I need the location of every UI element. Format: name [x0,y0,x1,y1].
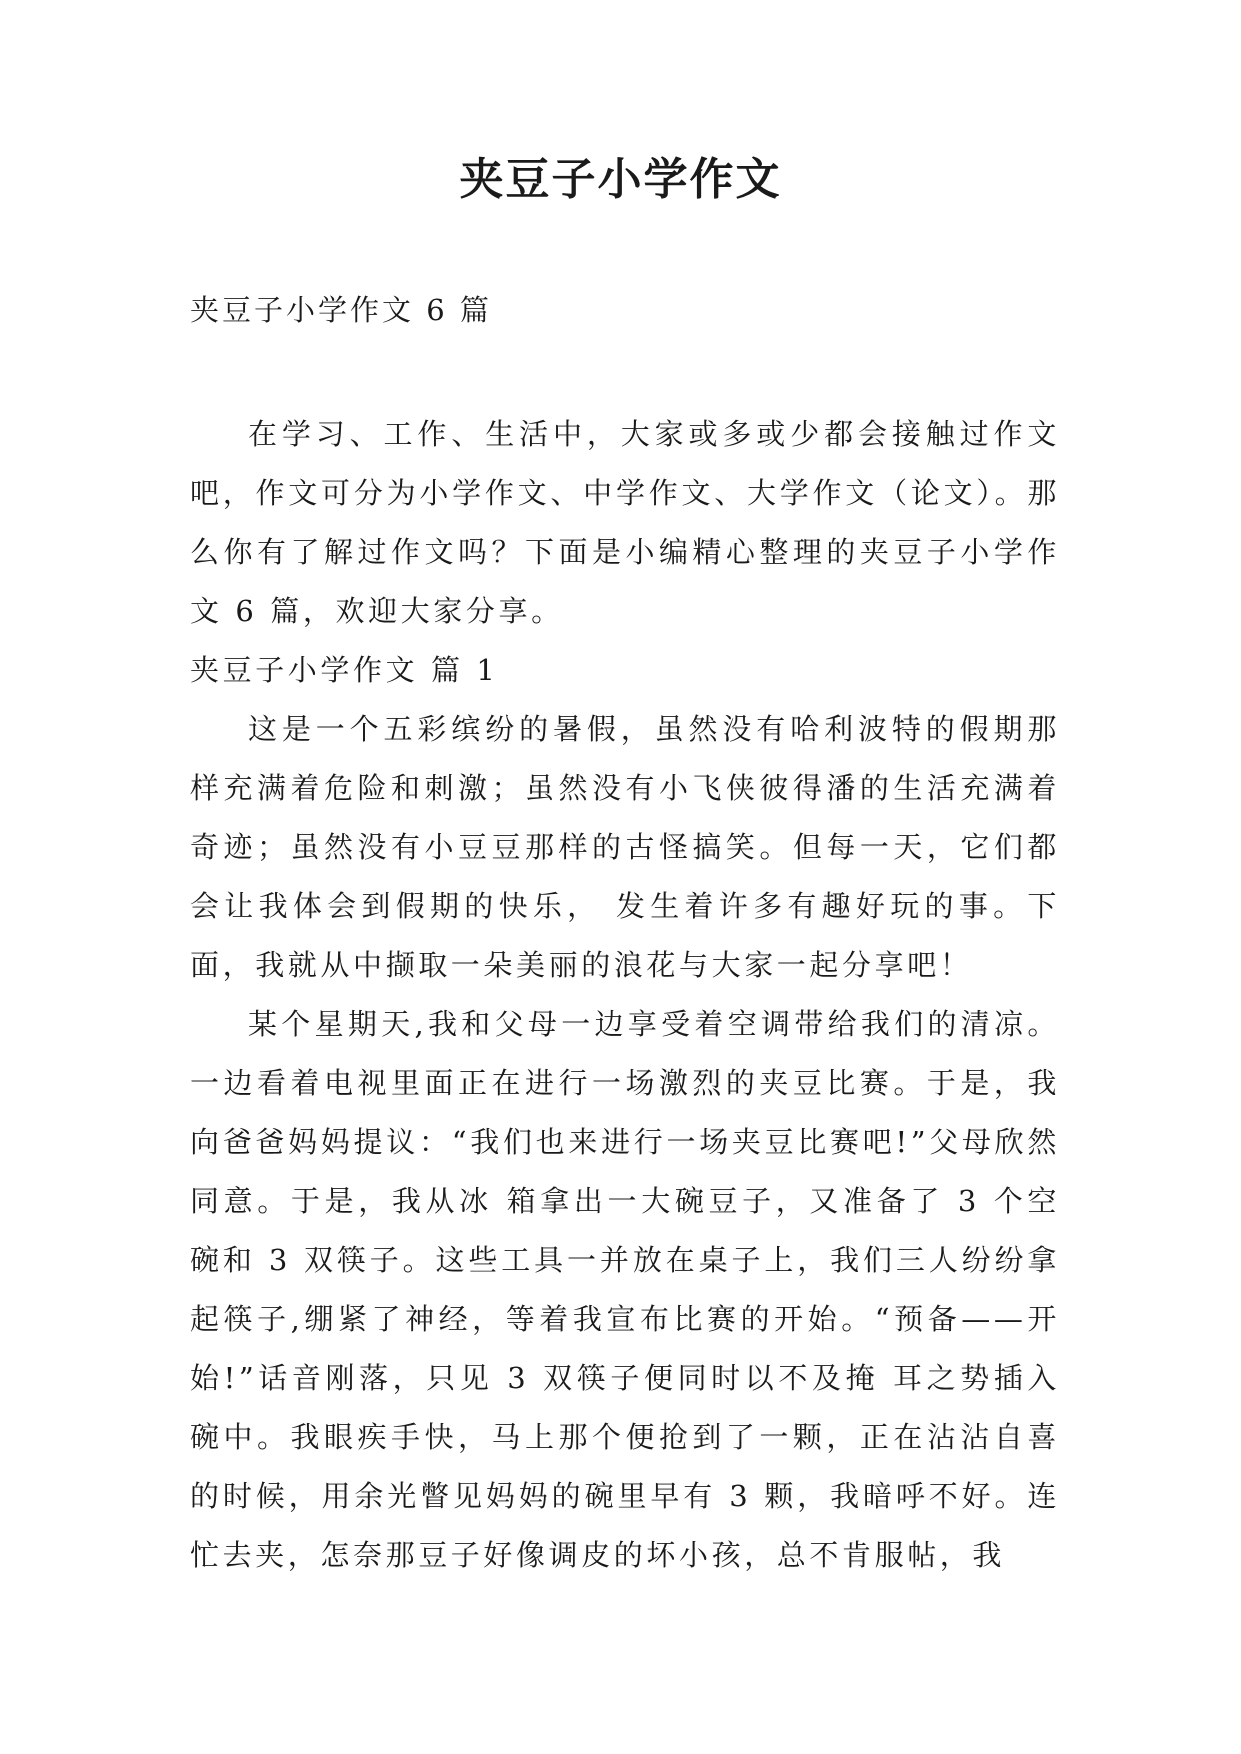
document-subtitle: 夹豆子小学作文 6 篇 [190,293,492,327]
document-title: 夹豆子小学作文 [459,154,782,205]
section-heading: 夹豆子小学作文 篇 1 [190,653,499,687]
body-paragraph-1: 这是一个五彩缤纷的暑假，虽然没有哈利波特的假期那样充满着危险和刺激；虽然没有小飞侠彼得潘的生活充满着奇迹；虽然没有小豆豆那样的古怪搞笑。但每一天，它们都会让我体会到假期的快乐， 发生着许多有趣好玩的事。下面，我就从中撷取一朵美丽的浪花与大家一起分享吧！ [190,712,1060,982]
document-body [190,405,1060,1585]
intro-paragraph: 在学习、工作、生活中，大家或多或少都会接触过作文吧，作文可分为小学作文、中学作文、大学作文（论文）。那么你有了解过作文吗？下面是小编精心整理的夹豆子小学作文 6 篇，欢迎大家分享。 [190,417,1060,628]
body-paragraph-2: 某个星期天,我和父母一边享受着空调带给我们的清凉。一边看着电视里面正在进行一场激烈的夹豆比赛。于是，我向爸爸妈妈提议：“我们也来进行一场夹豆比赛吧!”父母欣然同意。于是，我从冰 箱拿出一大碗豆子，又准备了 3 个空碗和 3 双筷子。这些工具一并放在桌子上，我们三人纷纷拿起筷子,绷紧了神经，等着我宣布比赛的开始。“预备——开始!”话音刚落，只见 3 双筷子便同时以不及掩 耳之势插入碗中。我眼疾手快，马上那个便抢到了一颗，正在沾沾自喜的时候，用余光瞥见妈妈的碗里早有 3 颗，我暗呼不好。连忙去夹，怎奈那豆子好像调皮的坏小孩，总不肯服帖，我 [190,1007,1060,1572]
